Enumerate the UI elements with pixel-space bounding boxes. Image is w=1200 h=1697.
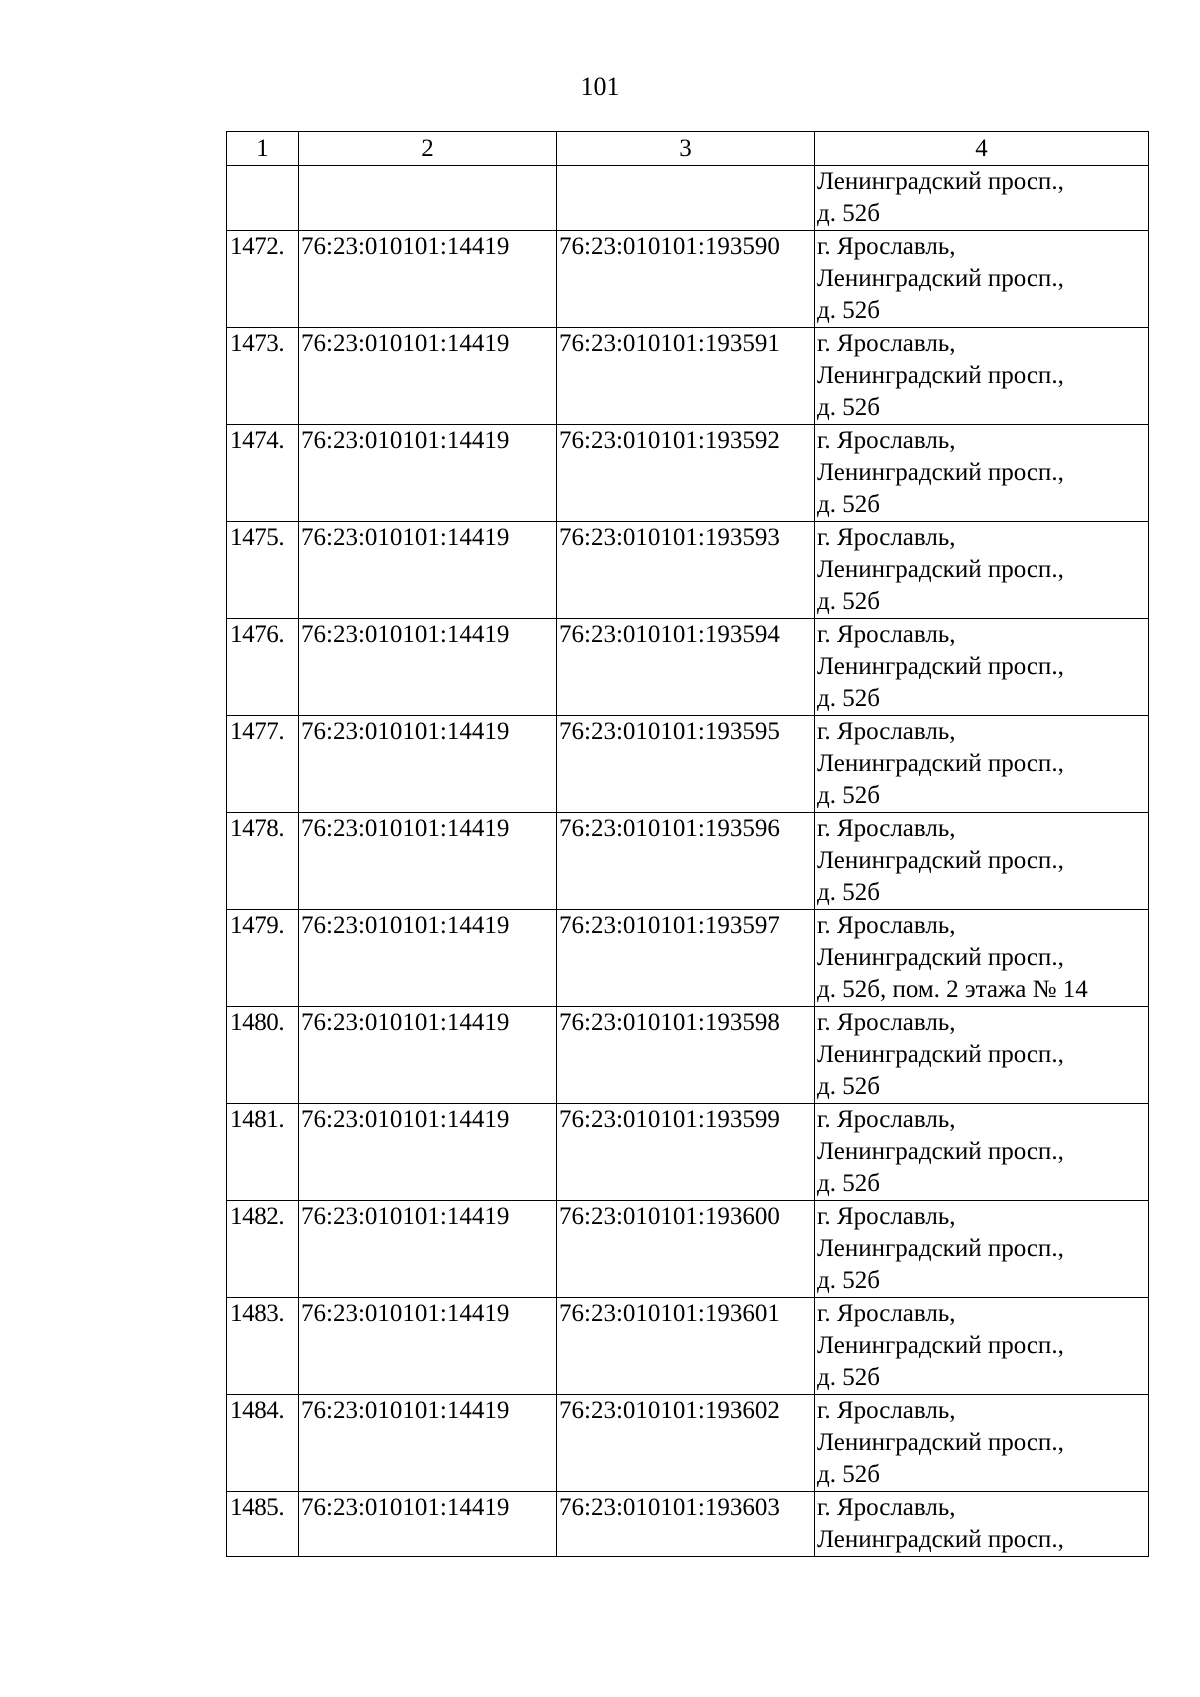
address-line: Ленинградский просп., <box>817 362 1064 389</box>
address-cell <box>815 910 1149 1007</box>
table-row <box>227 1492 1149 1557</box>
address-line: г. Ярославль, <box>817 1106 956 1133</box>
parcel-cadastral-number-cell: 76:23:010101:14419 <box>299 1104 557 1201</box>
parcel-cadastral-number-cell: 76:23:010101:14419 <box>299 1007 557 1104</box>
address-cell <box>815 1104 1149 1201</box>
address-line: д. 52б <box>817 782 880 809</box>
address-line: г. Ярославль, <box>817 330 956 357</box>
address-line: г. Ярославль, <box>817 1494 956 1521</box>
address-cell <box>815 1201 1149 1298</box>
object-cadastral-number-cell: 76:23:010101:193593 <box>557 522 815 619</box>
address-cell <box>815 813 1149 910</box>
address-line: Ленинградский просп., <box>817 265 1064 292</box>
parcel-cadastral-number-cell: 76:23:010101:14419 <box>299 619 557 716</box>
object-cadastral-number-cell: 76:23:010101:193594 <box>557 619 815 716</box>
object-cadastral-number-cell: 76:23:010101:193602 <box>557 1395 815 1492</box>
address-line: д. 52б <box>817 297 880 324</box>
row-number-cell: 1485. <box>227 1492 299 1557</box>
address-line: Ленинградский просп., <box>817 1041 1064 1068</box>
address-line: г. Ярославль, <box>817 718 956 745</box>
address-cell <box>815 522 1149 619</box>
row-number-cell: 1475. <box>227 522 299 619</box>
row-number-cell: 1477. <box>227 716 299 813</box>
address-line: д. 52б <box>817 200 880 227</box>
address-line: Ленинградский просп., <box>817 1429 1064 1456</box>
address-line: д. 52б, пом. 2 этажа № 14 <box>817 976 1088 1003</box>
object-cadastral-number-cell: 76:23:010101:193595 <box>557 716 815 813</box>
address-cell <box>815 1492 1149 1557</box>
address-line: Ленинградский просп., <box>817 653 1064 680</box>
address-line: д. 52б <box>817 491 880 518</box>
address-line: г. Ярославль, <box>817 1397 956 1424</box>
table-row <box>227 1007 1149 1104</box>
address-line: Ленинградский просп., <box>817 1235 1064 1262</box>
parcel-cadastral-number-cell: 76:23:010101:14419 <box>299 522 557 619</box>
row-number-cell <box>227 166 299 231</box>
parcel-cadastral-number-cell: 76:23:010101:14419 <box>299 716 557 813</box>
header-col-4: 4 <box>815 132 1149 166</box>
parcel-cadastral-number-cell: 76:23:010101:14419 <box>299 231 557 328</box>
parcel-cadastral-number-cell: 76:23:010101:14419 <box>299 1298 557 1395</box>
registry-table <box>226 131 1149 1557</box>
address-line: г. Ярославль, <box>817 233 956 260</box>
row-number-cell: 1478. <box>227 813 299 910</box>
address-cell <box>815 425 1149 522</box>
address-line: Ленинградский просп., <box>817 1332 1064 1359</box>
address-line: д. 52б <box>817 588 880 615</box>
parcel-cadastral-number-cell: 76:23:010101:14419 <box>299 1492 557 1557</box>
table-row <box>227 522 1149 619</box>
table-row <box>227 813 1149 910</box>
address-line: г. Ярославль, <box>817 815 956 842</box>
object-cadastral-number-cell: 76:23:010101:193592 <box>557 425 815 522</box>
address-line: Ленинградский просп., <box>817 1138 1064 1165</box>
table-row <box>227 910 1149 1007</box>
address-line: Ленинградский просп., <box>817 1526 1064 1553</box>
address-line: Ленинградский просп., <box>817 847 1064 874</box>
address-line: г. Ярославль, <box>817 427 956 454</box>
row-number-cell: 1480. <box>227 1007 299 1104</box>
table-row <box>227 1201 1149 1298</box>
table-row <box>227 1395 1149 1492</box>
address-cell <box>815 716 1149 813</box>
address-cell <box>815 231 1149 328</box>
parcel-cadastral-number-cell <box>299 166 557 231</box>
address-line: д. 52б <box>817 1073 880 1100</box>
object-cadastral-number-cell: 76:23:010101:193601 <box>557 1298 815 1395</box>
parcel-cadastral-number-cell: 76:23:010101:14419 <box>299 328 557 425</box>
parcel-cadastral-number-cell: 76:23:010101:14419 <box>299 425 557 522</box>
table-row <box>227 328 1149 425</box>
row-number-cell: 1476. <box>227 619 299 716</box>
row-number-cell: 1474. <box>227 425 299 522</box>
page-number: 101 <box>580 72 620 101</box>
object-cadastral-number-cell: 76:23:010101:193591 <box>557 328 815 425</box>
object-cadastral-number-cell: 76:23:010101:193597 <box>557 910 815 1007</box>
address-cell <box>815 166 1149 231</box>
address-line: г. Ярославль, <box>817 1009 956 1036</box>
address-line: Ленинградский просп., <box>817 459 1064 486</box>
table-row <box>227 166 1149 231</box>
address-line: Ленинградский просп., <box>817 944 1064 971</box>
table-row <box>227 619 1149 716</box>
row-number-cell: 1484. <box>227 1395 299 1492</box>
object-cadastral-number-cell: 76:23:010101:193596 <box>557 813 815 910</box>
address-line: г. Ярославль, <box>817 524 956 551</box>
address-line: Ленинградский просп., <box>817 556 1064 583</box>
address-cell <box>815 619 1149 716</box>
address-line: Ленинградский просп., <box>817 168 1064 195</box>
address-line: д. 52б <box>817 1170 880 1197</box>
address-line: г. Ярославль, <box>817 1300 956 1327</box>
parcel-cadastral-number-cell: 76:23:010101:14419 <box>299 1201 557 1298</box>
address-line: д. 52б <box>817 685 880 712</box>
object-cadastral-number-cell: 76:23:010101:193603 <box>557 1492 815 1557</box>
address-cell <box>815 328 1149 425</box>
table-row <box>227 1104 1149 1201</box>
header-col-3: 3 <box>557 132 815 166</box>
table-row <box>227 425 1149 522</box>
parcel-cadastral-number-cell: 76:23:010101:14419 <box>299 813 557 910</box>
table-row <box>227 1298 1149 1395</box>
address-cell <box>815 1395 1149 1492</box>
address-line: д. 52б <box>817 1267 880 1294</box>
table-row <box>227 231 1149 328</box>
header-col-2: 2 <box>299 132 557 166</box>
parcel-cadastral-number-cell: 76:23:010101:14419 <box>299 1395 557 1492</box>
address-line: д. 52б <box>817 1461 880 1488</box>
row-number-cell: 1473. <box>227 328 299 425</box>
row-number-cell: 1483. <box>227 1298 299 1395</box>
row-number-cell: 1472. <box>227 231 299 328</box>
object-cadastral-number-cell: 76:23:010101:193590 <box>557 231 815 328</box>
row-number-cell: 1481. <box>227 1104 299 1201</box>
address-line: Ленинградский просп., <box>817 750 1064 777</box>
table-body <box>227 166 1149 1557</box>
address-line: д. 52б <box>817 1364 880 1391</box>
address-line: д. 52б <box>817 879 880 906</box>
parcel-cadastral-number-cell: 76:23:010101:14419 <box>299 910 557 1007</box>
table-header <box>227 132 1149 166</box>
table-row <box>227 716 1149 813</box>
object-cadastral-number-cell: 76:23:010101:193600 <box>557 1201 815 1298</box>
address-line: д. 52б <box>817 394 880 421</box>
header-row <box>227 132 1149 166</box>
row-number-cell: 1482. <box>227 1201 299 1298</box>
header-col-1: 1 <box>227 132 299 166</box>
address-line: г. Ярославль, <box>817 912 956 939</box>
address-line: г. Ярославль, <box>817 621 956 648</box>
object-cadastral-number-cell <box>557 166 815 231</box>
address-cell <box>815 1007 1149 1104</box>
object-cadastral-number-cell: 76:23:010101:193599 <box>557 1104 815 1201</box>
address-line: г. Ярославль, <box>817 1203 956 1230</box>
object-cadastral-number-cell: 76:23:010101:193598 <box>557 1007 815 1104</box>
row-number-cell: 1479. <box>227 910 299 1007</box>
address-cell <box>815 1298 1149 1395</box>
